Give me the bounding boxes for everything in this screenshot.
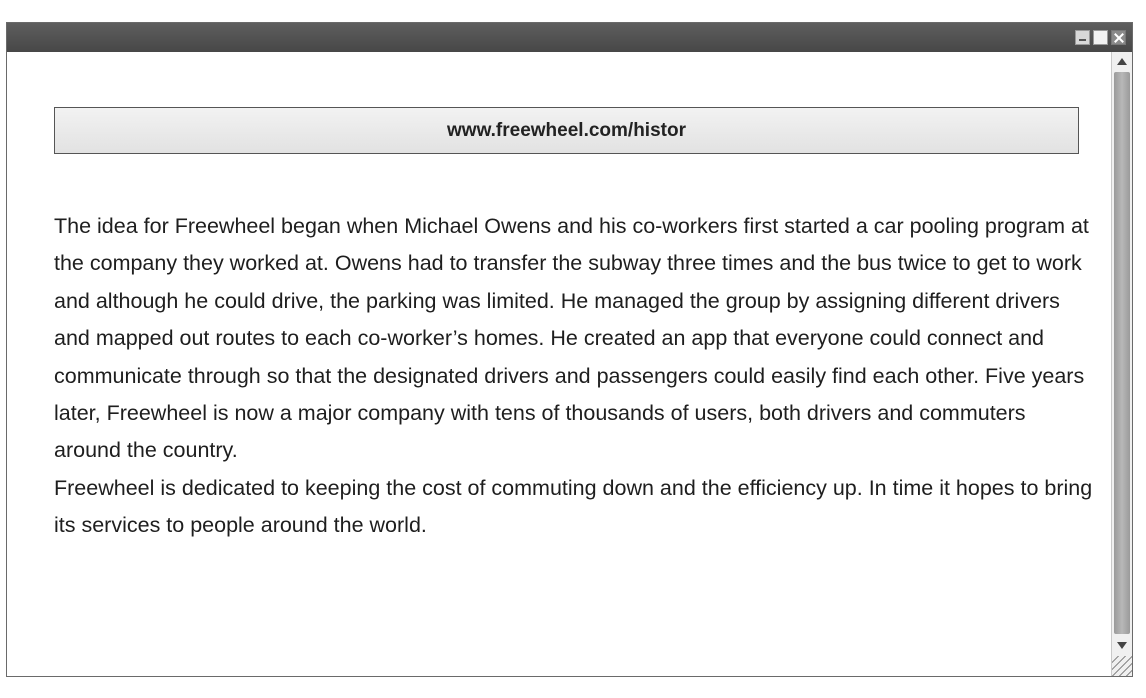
title-bar[interactable] [7, 23, 1132, 52]
arrow-up-icon [1117, 58, 1127, 65]
article-paragraph: The idea for Freewheel began when Michael Owens and his co-workers first started a car pooling program at the company they worked at. Owens had to transfer the subway three times and the bus twice to get to work and although he could drive, the parking was limited. He managed the group by assigning different drivers and mapped out routes to each co-worker’s homes. He created an app that everyone could connect and communicate through so that the designated drivers and passengers could easily find each other. Five years later, Freewheel is now a major company with tens of thousands of users, both drivers and commuters around the country. [54, 214, 1089, 463]
resize-grip-icon[interactable] [1112, 656, 1132, 676]
address-bar-url: www.freewheel.com/histor [447, 119, 686, 141]
article-body [54, 208, 1094, 545]
scroll-down-button[interactable] [1112, 636, 1132, 654]
close-icon[interactable] [1111, 30, 1126, 45]
vertical-scrollbar[interactable] [1111, 52, 1132, 676]
browser-window [6, 22, 1133, 677]
scrollbar-thumb[interactable] [1114, 72, 1130, 634]
minimize-icon[interactable] [1075, 30, 1090, 45]
maximize-icon[interactable] [1093, 30, 1108, 45]
page-content [7, 52, 1111, 676]
address-bar[interactable] [54, 107, 1079, 154]
window-controls [1075, 30, 1126, 45]
scroll-up-button[interactable] [1112, 52, 1132, 70]
arrow-down-icon [1117, 642, 1127, 649]
article-paragraph: Freewheel is dedicated to keeping the cost of commuting down and the efficiency up. In time it hopes to bring its services to people around the world. [54, 475, 1093, 538]
